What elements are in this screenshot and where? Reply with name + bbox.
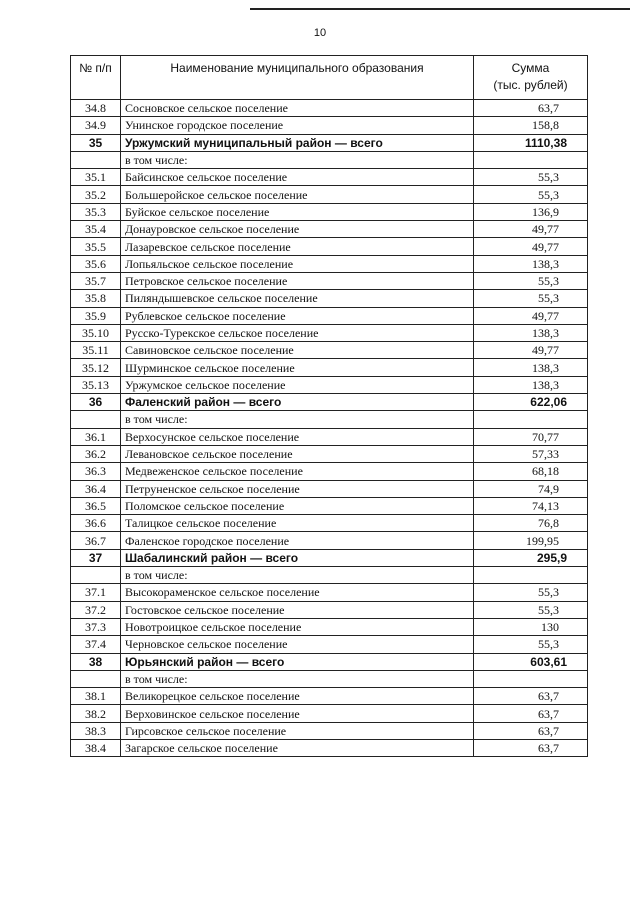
row-num: 36.6 [71, 515, 121, 532]
page-number: 10 [313, 27, 327, 39]
table-row [71, 497, 588, 514]
table-row [71, 359, 588, 376]
row-sum: 603,61 [474, 653, 588, 670]
table-row [71, 688, 588, 705]
row-name: Верховинское сельское поселение [121, 705, 474, 722]
row-num: 37.4 [71, 636, 121, 653]
row-sum [474, 151, 588, 168]
table-row [71, 618, 588, 635]
header-sum-line1: Сумма [511, 61, 550, 75]
row-sum: 130 [474, 618, 588, 635]
row-name: Петровское сельское поселение [121, 272, 474, 289]
table-row [71, 739, 588, 756]
table-row [71, 221, 588, 238]
row-name: Юрьянский район — всего [121, 653, 474, 670]
row-name: Великорецкое сельское поселение [121, 688, 474, 705]
row-name: Новотроицкое сельское поселение [121, 618, 474, 635]
row-name: Шурминское сельское поселение [121, 359, 474, 376]
row-name: в том числе: [121, 567, 474, 584]
table-row [71, 100, 588, 117]
row-num: 37 [71, 549, 121, 566]
table-row [71, 515, 588, 532]
header-sum [474, 56, 588, 100]
table-row [71, 722, 588, 739]
row-sum: 1110,38 [474, 134, 588, 151]
row-name: Савиновское сельское поселение [121, 342, 474, 359]
table-row [71, 255, 588, 272]
row-num: 36.2 [71, 445, 121, 462]
row-num: 36 [71, 394, 121, 411]
row-num: 35.3 [71, 203, 121, 220]
municipal-sums-table [70, 55, 588, 757]
row-num: 34.8 [71, 100, 121, 117]
header-sum-line2: (тыс. рублей) [493, 78, 568, 92]
row-num: 35.2 [71, 186, 121, 203]
row-name: в том числе: [121, 670, 474, 687]
row-name: в том числе: [121, 411, 474, 428]
table-row [71, 653, 588, 670]
row-name: Шабалинский район — всего [121, 549, 474, 566]
row-num: 35.4 [71, 221, 121, 238]
row-sum: 55,3 [474, 169, 588, 186]
table-row [71, 670, 588, 687]
row-sum: 55,3 [474, 584, 588, 601]
row-name: Левановское сельское поселение [121, 445, 474, 462]
row-name: Русско-Турекское сельское поселение [121, 324, 474, 341]
row-num: 37.2 [71, 601, 121, 618]
table-row [71, 480, 588, 497]
row-num: 35.1 [71, 169, 121, 186]
row-name: Байсинское сельское поселение [121, 169, 474, 186]
row-num [71, 411, 121, 428]
row-num: 37.3 [71, 618, 121, 635]
row-sum: 68,18 [474, 463, 588, 480]
table-row [71, 411, 588, 428]
row-num: 35.13 [71, 376, 121, 393]
row-num: 35 [71, 134, 121, 151]
row-sum: 63,7 [474, 688, 588, 705]
table-row [71, 532, 588, 549]
row-name: Верхосунское сельское поселение [121, 428, 474, 445]
table-row [71, 636, 588, 653]
row-name: Фаленский район — всего [121, 394, 474, 411]
row-num: 35.7 [71, 272, 121, 289]
row-name: Уржумский муниципальный район — всего [121, 134, 474, 151]
header-rule [250, 8, 630, 10]
row-num: 35.12 [71, 359, 121, 376]
row-name: Высокораменское сельское поселение [121, 584, 474, 601]
row-sum: 55,3 [474, 272, 588, 289]
row-name: Петруненское сельское поселение [121, 480, 474, 497]
row-sum: 57,33 [474, 445, 588, 462]
row-num [71, 151, 121, 168]
row-name: Черновское сельское поселение [121, 636, 474, 653]
row-num: 34.9 [71, 117, 121, 134]
row-sum: 63,7 [474, 705, 588, 722]
row-name: Унинское городское поселение [121, 117, 474, 134]
row-name: Талицкое сельское поселение [121, 515, 474, 532]
row-name: Загарское сельское поселение [121, 739, 474, 756]
row-sum: 63,7 [474, 722, 588, 739]
table-header-row [71, 56, 588, 100]
table-row [71, 324, 588, 341]
table-row [71, 445, 588, 462]
row-sum: 55,3 [474, 290, 588, 307]
row-sum: 74,9 [474, 480, 588, 497]
table-row [71, 463, 588, 480]
row-sum: 49,77 [474, 238, 588, 255]
header-num: № п/п [71, 56, 121, 100]
row-num: 35.9 [71, 307, 121, 324]
row-num [71, 567, 121, 584]
row-num: 35.8 [71, 290, 121, 307]
row-sum [474, 567, 588, 584]
table-row [71, 238, 588, 255]
row-name: Фаленское городское поселение [121, 532, 474, 549]
row-sum: 55,3 [474, 636, 588, 653]
row-num: 36.7 [71, 532, 121, 549]
row-num: 38.2 [71, 705, 121, 722]
table-row [71, 567, 588, 584]
row-name: Гостовское сельское поселение [121, 601, 474, 618]
row-num: 36.5 [71, 497, 121, 514]
table-row [71, 428, 588, 445]
row-name: Медвеженское сельское поселение [121, 463, 474, 480]
row-num: 35.6 [71, 255, 121, 272]
row-num: 38 [71, 653, 121, 670]
row-name: Сосновское сельское поселение [121, 100, 474, 117]
table-body [71, 100, 588, 757]
table-row [71, 307, 588, 324]
table-row [71, 151, 588, 168]
table-row [71, 272, 588, 289]
row-sum: 136,9 [474, 203, 588, 220]
row-sum: 76,8 [474, 515, 588, 532]
row-num: 38.3 [71, 722, 121, 739]
row-sum: 74,13 [474, 497, 588, 514]
row-name: Большеройское сельское поселение [121, 186, 474, 203]
row-num [71, 670, 121, 687]
row-num: 36.1 [71, 428, 121, 445]
row-sum: 70,77 [474, 428, 588, 445]
row-sum: 138,3 [474, 359, 588, 376]
table-row [71, 342, 588, 359]
row-sum: 295,9 [474, 549, 588, 566]
row-name: Поломское сельское поселение [121, 497, 474, 514]
row-sum: 158,8 [474, 117, 588, 134]
table-row [71, 134, 588, 151]
row-name: Буйское сельское поселение [121, 203, 474, 220]
row-sum: 138,3 [474, 255, 588, 272]
row-sum: 199,95 [474, 532, 588, 549]
row-name: Пиляндышевское сельское поселение [121, 290, 474, 307]
row-sum: 63,7 [474, 100, 588, 117]
table-row [71, 169, 588, 186]
row-sum: 55,3 [474, 186, 588, 203]
row-sum: 49,77 [474, 342, 588, 359]
row-num: 37.1 [71, 584, 121, 601]
table-row [71, 584, 588, 601]
table-row [71, 549, 588, 566]
row-sum: 55,3 [474, 601, 588, 618]
row-sum: 138,3 [474, 324, 588, 341]
row-name: Уржумское сельское поселение [121, 376, 474, 393]
row-sum [474, 411, 588, 428]
row-num: 36.3 [71, 463, 121, 480]
table-row [71, 376, 588, 393]
row-sum: 49,77 [474, 221, 588, 238]
table-row [71, 705, 588, 722]
row-name: Гирсовское сельское поселение [121, 722, 474, 739]
table-row [71, 394, 588, 411]
row-name: в том числе: [121, 151, 474, 168]
table-row [71, 117, 588, 134]
row-sum: 622,06 [474, 394, 588, 411]
row-name: Лазаревское сельское поселение [121, 238, 474, 255]
row-sum: 49,77 [474, 307, 588, 324]
row-name: Донауровское сельское поселение [121, 221, 474, 238]
row-num: 38.4 [71, 739, 121, 756]
table-row [71, 290, 588, 307]
row-sum [474, 670, 588, 687]
row-num: 35.5 [71, 238, 121, 255]
table-row [71, 203, 588, 220]
row-sum: 138,3 [474, 376, 588, 393]
table-row [71, 601, 588, 618]
row-num: 35.11 [71, 342, 121, 359]
row-sum: 63,7 [474, 739, 588, 756]
header-name: Наименование муниципального образования [121, 56, 474, 100]
row-num: 38.1 [71, 688, 121, 705]
row-num: 35.10 [71, 324, 121, 341]
row-name: Лопьяльское сельское поселение [121, 255, 474, 272]
table-row [71, 186, 588, 203]
row-num: 36.4 [71, 480, 121, 497]
row-name: Рублевское сельское поселение [121, 307, 474, 324]
